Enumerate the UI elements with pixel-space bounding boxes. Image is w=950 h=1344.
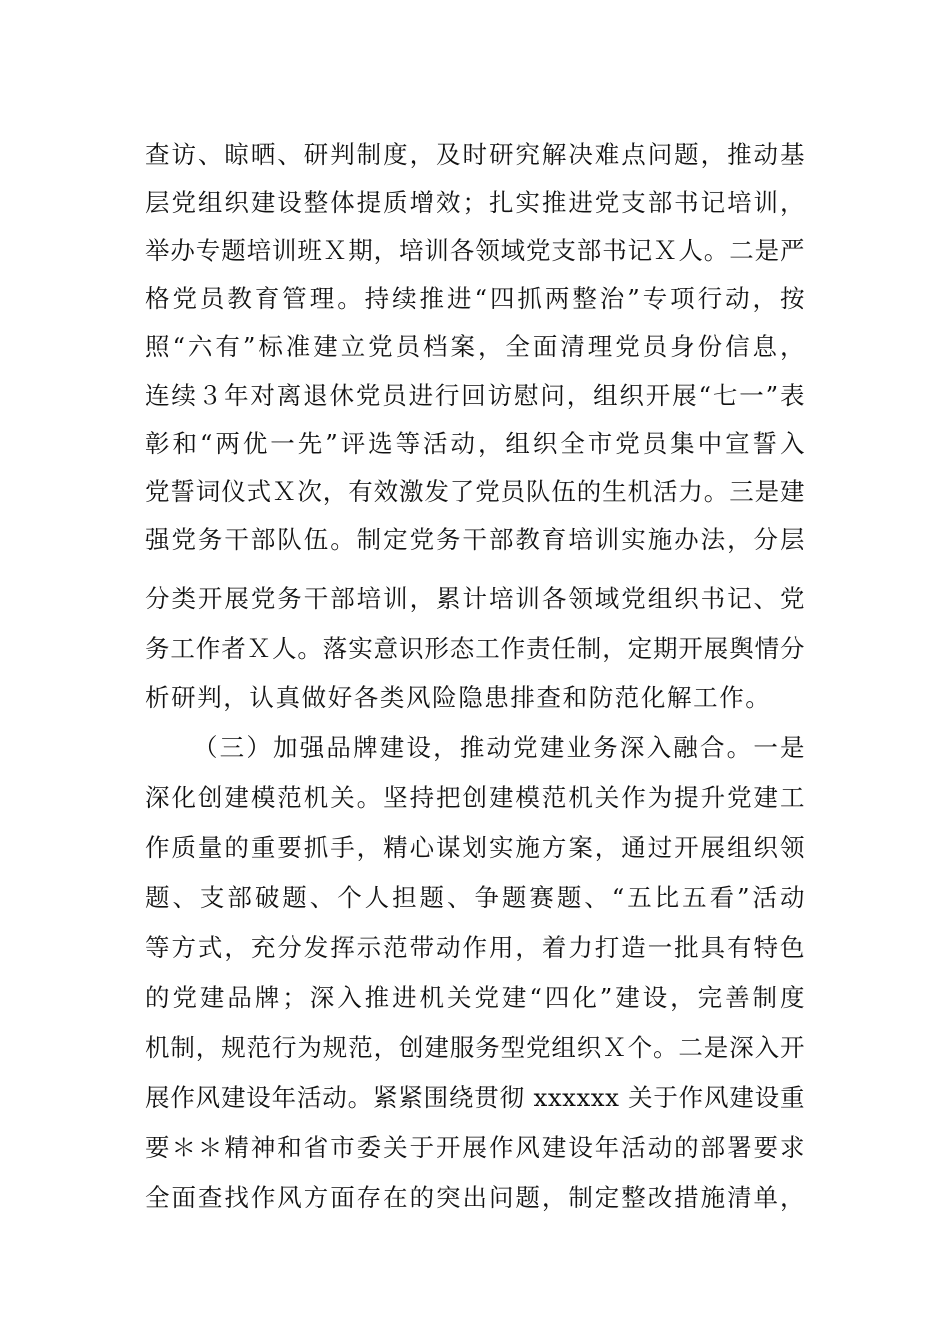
paragraph-line: 举办专题培训班Ｘ期，培训各领域党支部书记Ｘ人。二是严 <box>145 236 805 265</box>
paragraph-line: 党誓词仪式Ｘ次，有效激发了党员队伍的生机活力。三是建 <box>145 477 805 506</box>
paragraph-line: 全面查找作风方面存在的突出问题，制定整改措施清单， <box>145 1183 805 1212</box>
paragraph-line: 务工作者Ｘ人。落实意识形态工作责任制，定期开展舆情分 <box>145 634 805 663</box>
paragraph-line: 查访、晾晒、研判制度，及时研究解决难点问题，推动基 <box>145 140 805 169</box>
paragraph-line: 展作风建设年活动。紧紧围绕贯彻 xxxxxx 关于作风建设重 <box>145 1083 805 1112</box>
paragraph-line: 照“六有”标准建立党员档案，全面清理党员身份信息， <box>145 332 805 361</box>
paragraph-line: 等方式，充分发挥示范带动作用，着力打造一批具有特色 <box>145 933 805 962</box>
section-heading-line: （三）加强品牌建设，推动党建业务深入融合。一是 <box>193 733 805 762</box>
paragraph-line: 析研判，认真做好各类风险隐患排查和防范化解工作。 <box>145 683 772 712</box>
paragraph-line: 彰和“两优一先”评选等活动，组织全市党员集中宣誓入 <box>145 429 805 458</box>
paragraph-line: 连续３年对离退休党员进行回访慰问，组织开展“七一”表 <box>145 381 805 410</box>
paragraph-line: 格党员教育管理。持续推进“四抓两整治”专项行动，按 <box>145 284 805 313</box>
paragraph-line: 机制，规范行为规范，创建服务型党组织Ｘ个。二是深入开 <box>145 1033 805 1062</box>
paragraph-line: 作质量的重要抓手，精心谋划实施方案，通过开展组织领 <box>145 833 805 862</box>
paragraph-line: 要＊＊精神和省市委关于开展作风建设年活动的部署要求 <box>145 1133 805 1162</box>
paragraph-line: 强党务干部队伍。制定党务干部教育培训实施办法，分层 <box>145 525 805 554</box>
paragraph-line: 题、支部破题、个人担题、争题赛题、“五比五看”活动 <box>145 883 805 912</box>
paragraph-line: 的党建品牌；深入推进机关党建“四化”建设，完善制度 <box>145 983 805 1012</box>
paragraph-line: 层党组织建设整体提质增效；扎实推进党支部书记培训， <box>145 188 805 217</box>
paragraph-line: 深化创建模范机关。坚持把创建模范机关作为提升党建工 <box>145 783 805 812</box>
paragraph-line: 分类开展党务干部培训，累计培训各领域党组织书记、党 <box>145 584 805 613</box>
